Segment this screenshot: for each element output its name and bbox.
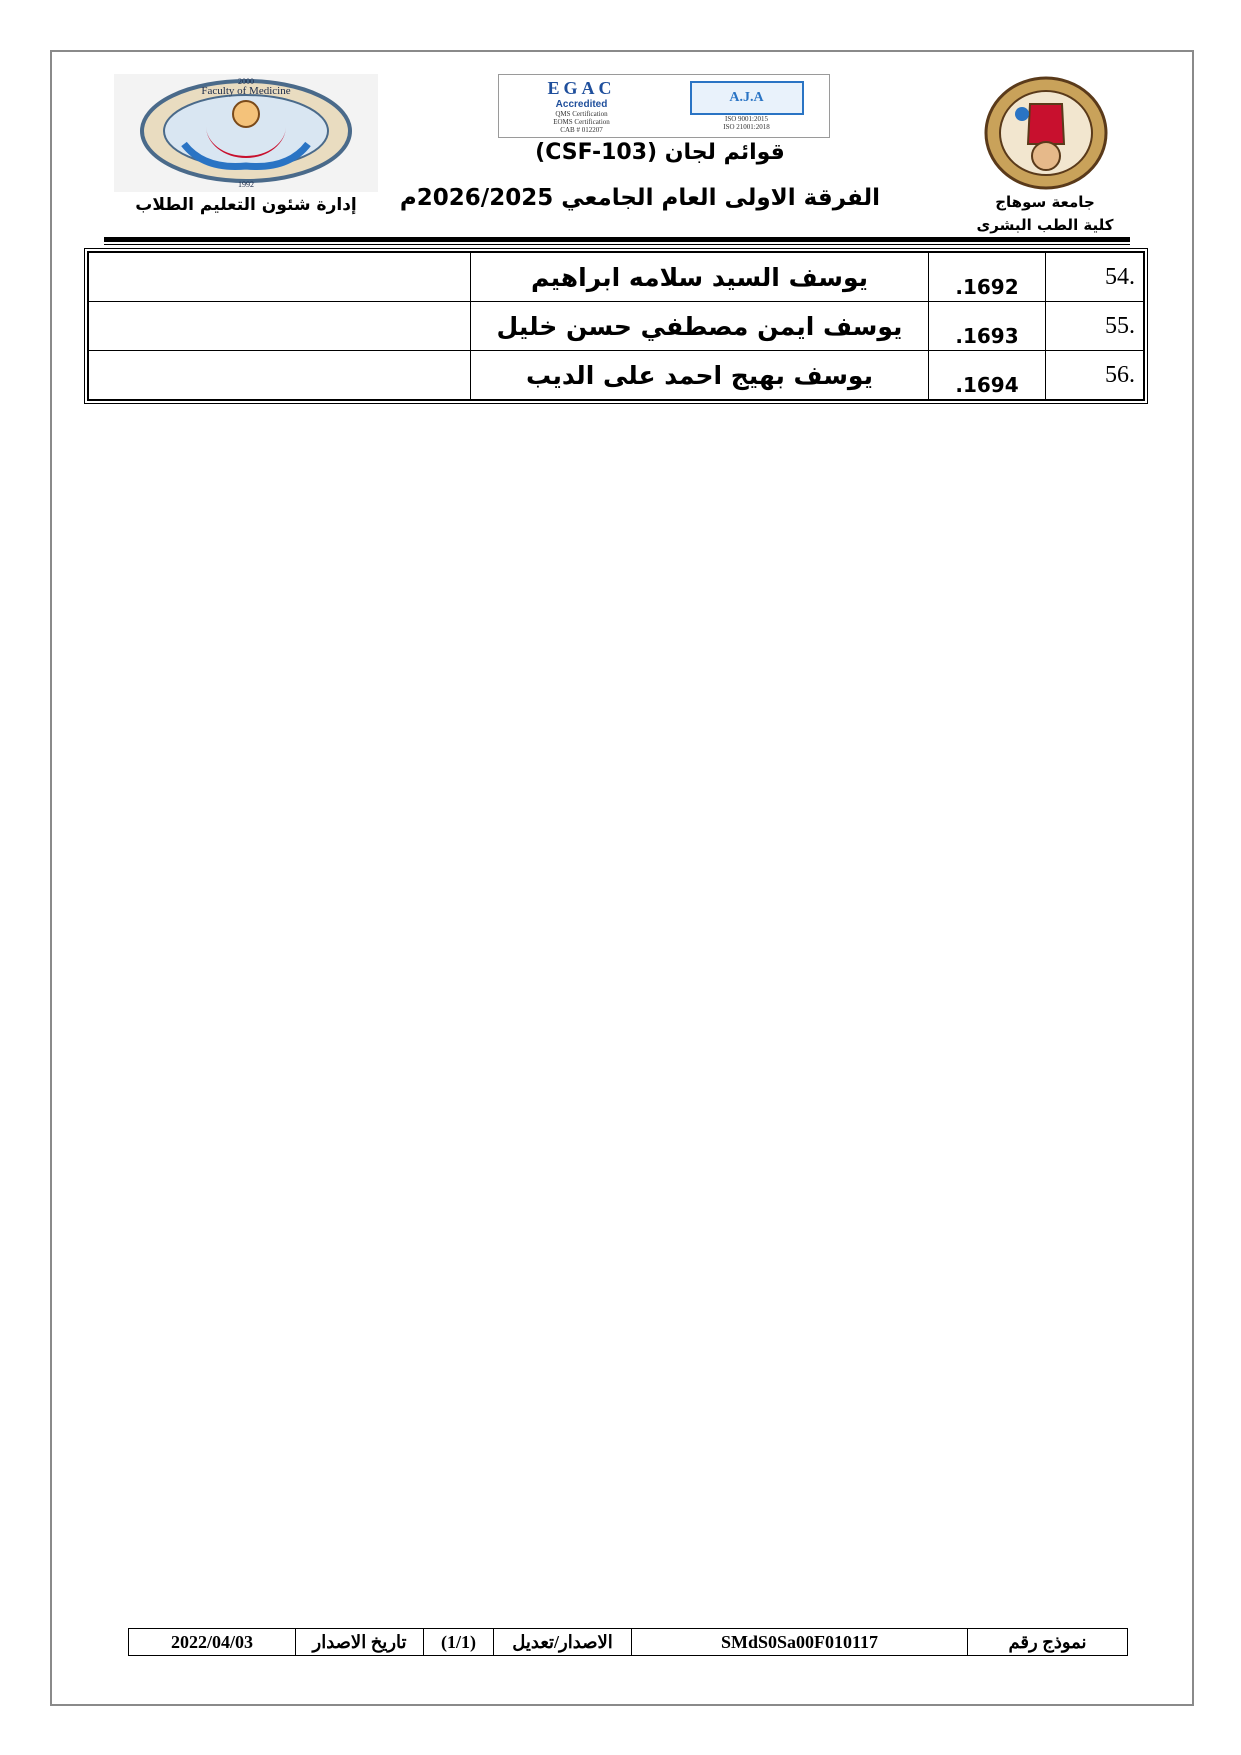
revision-label: الاصدار/تعديل (493, 1629, 631, 1655)
student-roster-table (84, 248, 1148, 404)
crest-year-top: 2000 (238, 77, 254, 86)
issue-date-label: تاريخ الاصدار (295, 1629, 423, 1655)
table-row (89, 253, 1144, 302)
seat-number: .1693 (929, 302, 1046, 351)
aja-badge (664, 75, 829, 137)
issue-date: 2022/04/03 (171, 1631, 254, 1652)
student-name: يوسف بهيج احمد على الديب (471, 351, 929, 400)
crest-year-bottom: 1992 (238, 180, 254, 189)
note-cell (89, 351, 471, 400)
revision-value: (1/1) (423, 1629, 493, 1655)
row-index: 54. (1046, 253, 1144, 302)
note-cell (89, 253, 471, 302)
egac-line1: QMS Certification (555, 110, 608, 118)
crest-faculty-label: Faculty of Medicine (201, 85, 291, 97)
student-name: يوسف ايمن مصطفي حسن خليل (471, 302, 929, 351)
university-name: جامعة سوهاج (995, 193, 1095, 211)
page-title: قوائم لجان (CSF-103) (535, 140, 785, 165)
student-name: يوسف السيد سلامه ابراهيم (471, 253, 929, 302)
row-index: 56. (1046, 351, 1144, 400)
page-subtitle: الفرقة الاولى العام الجامعي 2026/2025م (399, 185, 881, 211)
egac-line3: CAB # 012207 (560, 126, 603, 134)
faculty-name: كلية الطب البشرى (976, 216, 1114, 234)
form-footer (128, 1628, 1128, 1656)
seat-number: .1692 (929, 253, 1046, 302)
header-rule-thick (104, 237, 1130, 242)
aja-line2: ISO 21001:2018 (723, 123, 770, 131)
department-name: إدارة شئون التعليم الطلاب (135, 195, 357, 215)
egac-line2: EOMS Certification (553, 118, 610, 126)
certification-logos (498, 74, 830, 138)
egac-badge (499, 75, 664, 137)
aja-mark: A.J.A (690, 81, 804, 115)
note-cell (89, 302, 471, 351)
table-row (89, 351, 1144, 400)
egac-accredited: Accredited (555, 99, 608, 110)
form-number: SMdS0Sa00F010117 (631, 1629, 967, 1655)
aja-line1: ISO 9001:2015 (725, 115, 768, 123)
university-crest-logo (982, 74, 1110, 192)
faculty-crest-logo (114, 74, 378, 192)
table-row (89, 302, 1144, 351)
form-number-label: نموذج رقم (967, 1629, 1127, 1655)
egac-mark: EGAC (547, 78, 616, 98)
seat-number: .1694 (929, 351, 1046, 400)
header-rule-thin (104, 244, 1130, 245)
row-index: 55. (1046, 302, 1144, 351)
